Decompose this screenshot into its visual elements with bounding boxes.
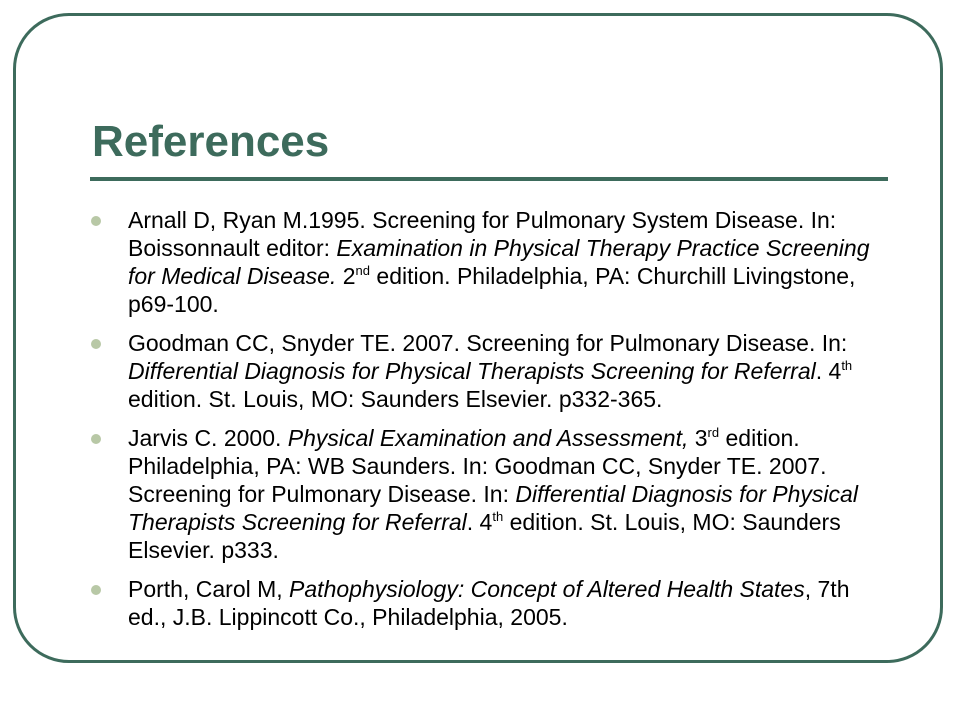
bullet-icon: [91, 585, 101, 595]
ordinal-suffix: nd: [355, 263, 371, 278]
reference-item: [90, 424, 880, 564]
bullet-icon: [91, 216, 101, 226]
reference-title-italic: Differential Diagnosis for Physical Therapists Screening for Referral: [128, 481, 858, 535]
reference-item: [90, 329, 880, 413]
reference-title-italic: Physical Examination and Assessment,: [287, 425, 689, 451]
bullet-icon: [91, 339, 101, 349]
reference-text-run: edition. Philadelphia, PA: Churchill Livingstone, p69-100.: [128, 263, 856, 317]
reference-title-italic: Examination in Physical Therapy Practice Screening for Medical Disease.: [128, 235, 870, 289]
reference-text-run: . 4: [466, 509, 493, 535]
reference-text-run: Goodman CC, Snyder TE. 2007. Screening for Pulmonary Disease. In:: [128, 330, 848, 356]
reference-text-run: , 7th ed., J.B. Lippincott Co., Philadelphia, 2005.: [128, 576, 850, 630]
reference-text-run: Arnall D, Ryan M.1995. Screening for Pulmonary System Disease. In: Boissonnault editor:: [128, 207, 837, 261]
reference-text-run: 3: [688, 425, 708, 451]
references-list: [90, 206, 880, 642]
slide-title: References: [92, 117, 330, 166]
reference-text-run: . 4: [815, 358, 842, 384]
reference-text: [128, 575, 880, 631]
reference-title-italic: Differential Diagnosis for Physical Therapists Screening for Referral: [128, 358, 816, 384]
bullet-icon: [91, 434, 101, 444]
reference-text-run: Jarvis C. 2000.: [128, 425, 288, 451]
reference-text-run: 2: [336, 263, 356, 289]
reference-item: [90, 206, 880, 318]
reference-text: [128, 206, 880, 318]
reference-text: [128, 424, 880, 564]
ordinal-suffix: rd: [707, 425, 720, 440]
reference-title-italic: Pathophysiology: Concept of Altered Health States: [289, 576, 805, 602]
reference-text: [128, 329, 880, 413]
reference-text-run: edition. St. Louis, MO: Saunders Elsevier. p333.: [128, 509, 841, 563]
reference-item: [90, 575, 880, 631]
title-underline: [90, 177, 888, 181]
reference-text-run: edition. Philadelphia, PA: WB Saunders. In: Goodman CC, Snyder TE. 2007. Screening for Pulmonary Disease. In:: [128, 425, 827, 507]
reference-text-run: edition. St. Louis, MO: Saunders Elsevier. p332-365.: [128, 386, 663, 412]
ordinal-suffix: th: [841, 358, 853, 373]
reference-text-run: Porth, Carol M,: [128, 576, 290, 602]
ordinal-suffix: th: [492, 509, 504, 524]
